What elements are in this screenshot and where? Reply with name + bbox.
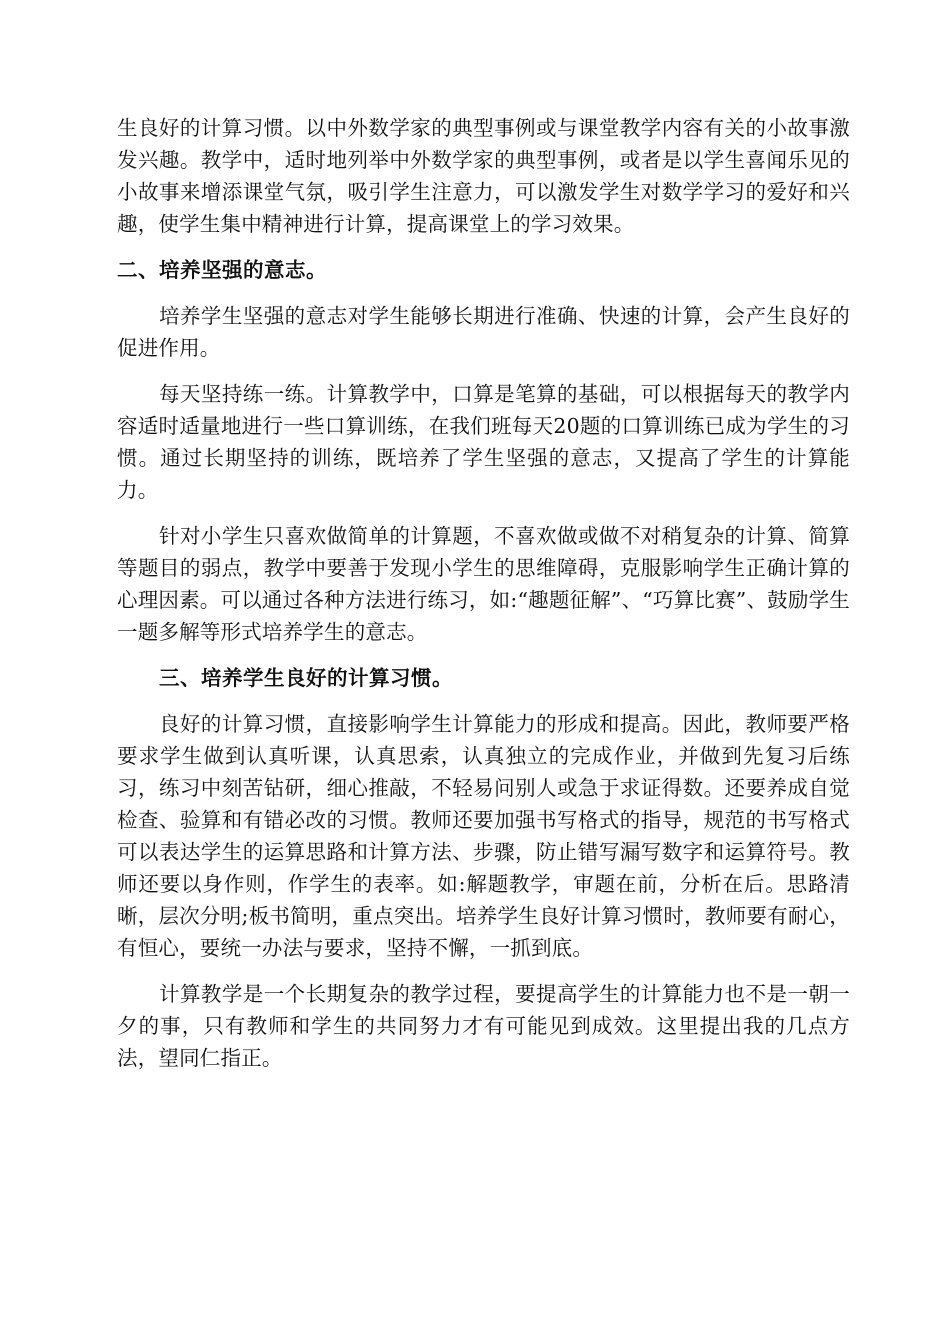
section-heading-2: 二、培养坚强的意志。 — [117, 258, 327, 282]
paragraph-habits: 良好的计算习惯，直接影响学生计算能力的形成和提高。因此，教师要严格要求学生做到认真听课，认真思索，认真独立的完成作业，并做到先复习后练习，练习中刻苦钻研，细心推敲，不轻易问别人或急于求证得数。还要养成自觉检查、验算和有错必改的习惯。教师还要加强书写格式的指导，规范的书写格式可以表达学生的运算思路和计算方法、步骤，防止错写漏写数字和运算符号。教师还要以身作则，作学生的表率。如:解题教学，审题在前，分析在后。思路清晰，层次分明;板书简明，重点突出。培养学生良好计算习惯时，教师要有耐心，有恒心，要统一办法与要求，坚持不懈，一抓到底。 — [117, 712, 850, 960]
paragraph-conclusion: 计算教学是一个长期复杂的教学过程，要提高学生的计算能力也不是一朝一夕的事，只有教师和学生的共同努力才有可能见到成效。这里提出我的几点方法，望同仁指正。 — [117, 982, 850, 1070]
paragraph-continuation: 生良好的计算习惯。以中外数学家的典型事例或与课堂教学内容有关的小故事激发兴趣。教学中，适时地列举中外数学家的典型事例，或者是以学生喜闻乐见的小故事来增添课堂气氛，吸引学生注意力，可以激发学生对数学学习的爱好和兴趣，使学生集中精神进行计算，提高课堂上的学习效果。 — [117, 116, 850, 236]
paragraph-will-intro: 培养学生坚强的意志对学生能够长期进行准确、快速的计算，会产生良好的促进作用。 — [117, 304, 850, 360]
paragraph-daily-practice: 每天坚持练一练。计算教学中，口算是笔算的基础，可以根据每天的教学内容适时适量地进行一些口算训练，在我们班每天20题的口算训练已成为学生的习惯。通过长期坚持的训练，既培养了学生坚强的意志，又提高了学生的计算能力。 — [117, 382, 850, 502]
section-heading-3: 三、培养学生良好的计算习惯。 — [159, 666, 453, 690]
document-body — [117, 112, 850, 1074]
paragraph-weakness: 针对小学生只喜欢做简单的计算题，不喜欢做或做不对稍复杂的计算、简算等题目的弱点，教学中要善于发现小学生的思维障碍，克服影响学生正确计算的心理因素。可以通过各种方法进行练习，如:“趣题征解”、“巧算比赛”、鼓励学生一题多解等形式培养学生的意志。 — [117, 524, 850, 644]
